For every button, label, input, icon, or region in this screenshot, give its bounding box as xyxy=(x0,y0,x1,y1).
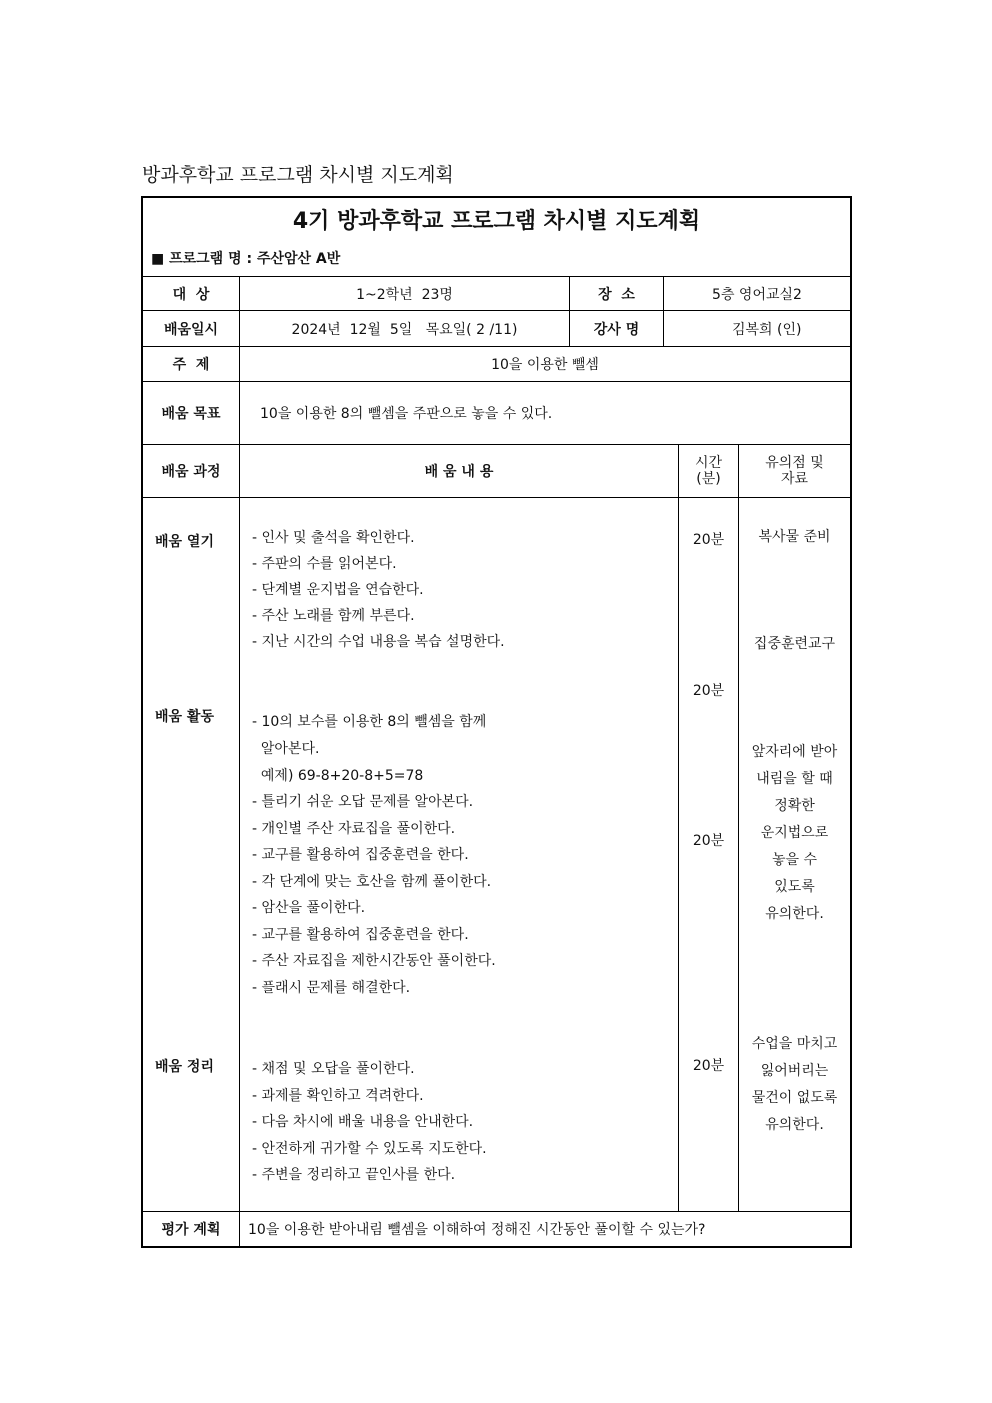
header-row xyxy=(143,445,850,498)
list-item: - 지난 시간의 수업 내용을 복습 설명한다. xyxy=(252,634,505,650)
program-name: ■ 프로그램 명 : 주산암산 A반 xyxy=(151,251,341,267)
target-row xyxy=(143,277,850,311)
time-value: 20분 xyxy=(692,1058,725,1074)
list-item: - 교구를 활용하여 집중훈련을 한다. xyxy=(252,847,469,863)
list-item: 예제) 69-8+20-8+5=78 xyxy=(252,768,424,784)
subject-value: 10을 이용한 뺄셈 xyxy=(239,347,850,381)
teacher-value: 김복희 (인) xyxy=(663,311,850,346)
list-item: - 틀리기 쉬운 오답 문제를 알아본다. xyxy=(252,794,474,810)
teacher-label: 강사 명 xyxy=(569,311,663,346)
notes-column xyxy=(738,498,850,1211)
time-value: 20분 xyxy=(692,833,725,849)
list-item: - 채점 및 오답을 풀이한다. xyxy=(252,1061,415,1077)
place-label: 장 소 xyxy=(569,277,663,310)
time-header: 시간 (분) xyxy=(678,445,738,497)
stage-activity: 배움 활동 xyxy=(155,709,214,725)
list-item: - 과제를 확인하고 격려한다. xyxy=(252,1088,424,1104)
list-item: - 개인별 주산 자료집을 풀이한다. xyxy=(252,821,456,837)
evaluation-label: 평가 계획 xyxy=(161,1222,221,1238)
stage-opening: 배움 열기 xyxy=(155,534,214,550)
date-value: 2024년 12월 5일 목요일( 2 /11) xyxy=(239,311,569,346)
date-label: 배움일시 xyxy=(163,321,219,338)
time-value: 20분 xyxy=(692,532,725,548)
target-value: 1~2학년 23명 xyxy=(239,277,569,310)
stage-closing: 배움 정리 xyxy=(155,1059,214,1075)
list-item: - 10의 보수를 이용한 8의 뺄셈을 함께 xyxy=(252,714,487,730)
list-item: - 각 단계에 맞는 호산을 함께 풀이한다. xyxy=(252,874,492,890)
content-header: 배 움 내 용 xyxy=(239,445,678,497)
list-item: - 주산 자료집을 제한시간동안 풀이한다. xyxy=(252,953,496,969)
place-value: 5층 영어교실2 xyxy=(663,277,850,310)
list-item: - 교구를 활용하여 집중훈련을 한다. xyxy=(252,927,469,943)
page-heading: 방과후학교 프로그램 차시별 지도계획 xyxy=(142,164,454,186)
title-row xyxy=(143,198,850,277)
time-value: 20분 xyxy=(692,683,725,699)
list-item: - 안전하게 귀가할 수 있도록 지도한다. xyxy=(252,1141,487,1157)
process-header: 배움 과정 xyxy=(161,464,221,480)
goal-label: 배움 목표 xyxy=(161,406,221,422)
list-item: - 플래시 문제를 해결한다. xyxy=(252,980,411,996)
evaluation-row xyxy=(143,1212,850,1246)
content-column xyxy=(239,498,678,1211)
note-text: 앞자리에 받아 내림을 할 때 정확한 운지법으로 놓을 수 있도록 유의한다. xyxy=(751,744,838,922)
notes-header: 유의점 및 자료 xyxy=(738,445,850,497)
note-text: 복사물 준비 xyxy=(758,529,831,545)
list-item: - 인사 및 출석을 확인한다. xyxy=(252,530,415,546)
evaluation-value: 10을 이용한 받아내림 뺄셈을 이해하여 정해진 시간동안 풀이할 수 있는가? xyxy=(239,1212,850,1246)
goal-row xyxy=(143,382,850,445)
process-column xyxy=(143,498,239,1211)
subject-label: 주 제 xyxy=(172,357,210,373)
date-row xyxy=(143,311,850,347)
goal-value: 10을 이용한 8의 뺄셈을 주판으로 놓을 수 있다. xyxy=(239,382,850,444)
subject-row xyxy=(143,347,850,382)
list-item: - 주산 노래를 함께 부른다. xyxy=(252,608,415,624)
note-text: 수업을 마치고 잃어버리는 물건이 없도록 유의한다. xyxy=(751,1036,838,1133)
target-label: 대 상 xyxy=(172,286,210,303)
list-item: - 단계별 운지법을 연습한다. xyxy=(252,582,424,598)
list-item: 알아본다. xyxy=(252,741,320,757)
list-item: - 주판의 수를 읽어본다. xyxy=(252,556,397,572)
content-row xyxy=(143,498,850,1212)
list-item: - 다음 차시에 배울 내용을 안내한다. xyxy=(252,1114,474,1130)
time-column xyxy=(678,498,738,1211)
list-item: - 암산을 풀이한다. xyxy=(252,900,366,916)
lesson-plan-table xyxy=(141,196,852,1248)
list-item: - 주변을 정리하고 끝인사를 한다. xyxy=(252,1167,456,1183)
plan-title: 4기 방과후학교 프로그램 차시별 지도계획 xyxy=(292,209,701,234)
note-text: 집중훈련교구 xyxy=(753,636,836,652)
